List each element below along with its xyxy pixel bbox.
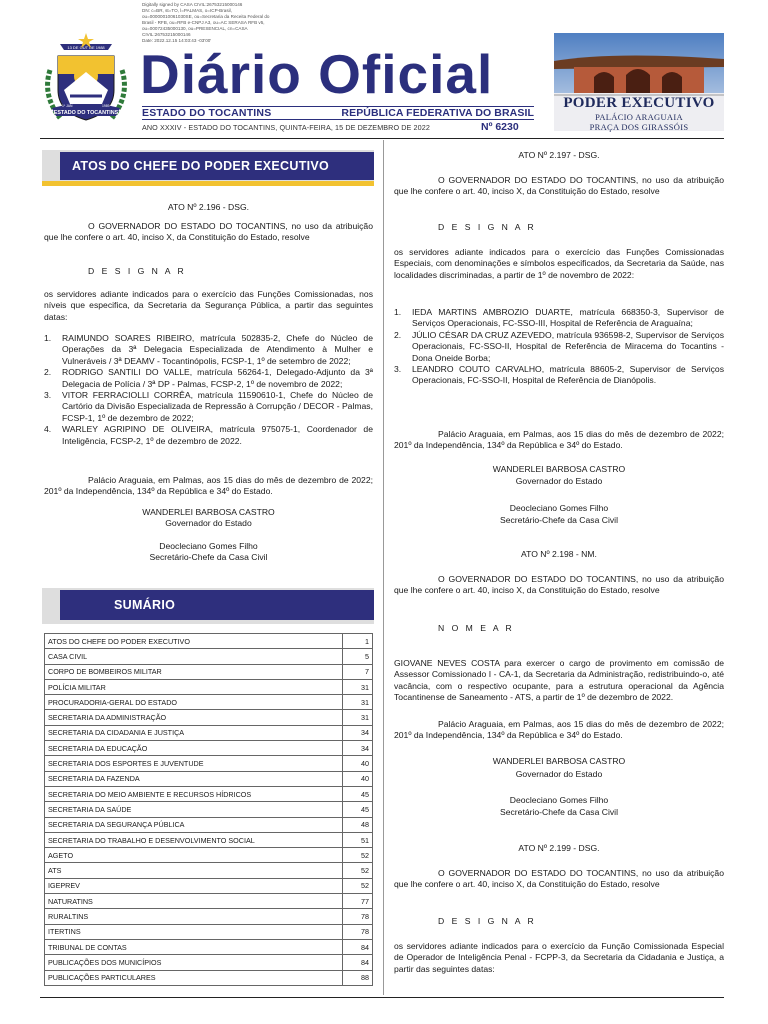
summary-section: ITERTINS	[45, 924, 343, 939]
summary-page: 45	[343, 802, 373, 817]
governor-name: WANDERLEI BARBOSA CASTRO	[492, 464, 626, 474]
summary-page: 84	[343, 955, 373, 970]
list-item-text: IEDA MARTINS AMBROZIO DUARTE, matrícula 668350-3, Supervisor de Serviços Operacionais, FC-SSO-III, Hospital de Referência de Araguaína;	[412, 307, 724, 329]
summary-page: 78	[343, 924, 373, 939]
header-state: ESTADO DO TOCANTINS	[142, 107, 272, 119]
summary-section: ATOS DO CHEFE DO PODER EXECUTIVO	[45, 634, 343, 649]
ato-verb: D E S I G N A R	[438, 916, 537, 926]
summary-row	[45, 955, 373, 970]
summary-section: TRIBUNAL DE CONTAS	[45, 939, 343, 954]
summary-row	[45, 771, 373, 786]
designation-list	[394, 307, 724, 387]
list-item: 3. VITOR FERRACIOLLI CORRÊA, matrícula 11590610-1, Chefe do Núcleo de Cartório da Divisão Especializada de Repressão à Corrupção / DECOR - Palmas, FCSP-1, 1º de dezembro de 2022;	[44, 390, 373, 423]
section-banner-atos	[42, 150, 374, 188]
signature-line: CIVIL:26753215000146	[142, 32, 191, 37]
summary-section: PROCURADORIA-GERAL DO ESTADO	[45, 695, 343, 710]
summary-section: CORPO DE BOMBEIROS MILITAR	[45, 664, 343, 679]
publication-title: Diário Oficial	[140, 43, 494, 105]
summary-page: 78	[343, 909, 373, 924]
summary-page: 31	[343, 710, 373, 725]
governor-name: WANDERLEI BARBOSA CASTRO	[492, 756, 626, 766]
state-coat-of-arms	[40, 30, 132, 130]
summary-page: 52	[343, 878, 373, 893]
list-item-text: VITOR FERRACIOLLI CORRÊA, matrícula 11590610-1, Chefe do Núcleo de Cartório da Divisão Especializada de Repressão à Corrupção / DECOR - Palmas, FCSP-1, 1º de dezembro de 2022;	[62, 390, 373, 423]
edition-line: ANO XXXIV - ESTADO DO TOCANTINS, QUINTA-FEIRA, 15 DE DEZEMBRO DE 2022	[142, 123, 430, 132]
summary-row	[45, 725, 373, 740]
list-item: 2. RODRIGO SANTILI DO VALLE, matrícula 56264-1, Delegado-Adjunto da 3ª Delegacia de Polícia / 3ª DP - Palmas, FCSP-2, 1º de novembro de 2022;	[44, 367, 373, 389]
summary-section: ATS	[45, 863, 343, 878]
summary-section: POLÍCIA MILITAR	[45, 679, 343, 694]
summary-page: 31	[343, 679, 373, 694]
summary-row	[45, 741, 373, 756]
ato-intro: O GOVERNADOR DO ESTADO DO TOCANTINS, no uso da atribuição que lhe confere o art. 40, inciso X, da Constituição do Estado, resolve	[394, 574, 724, 596]
summary-section: SECRETARIA DA FAZENDA	[45, 771, 343, 786]
list-item-text: JÚLIO CÉSAR DA CRUZ AZEVEDO, matrícula 936598-2, Supervisor de Serviços Operacionais, FC-SSO-II, Hospital de Referência de Miracema do Tocantins - Dona Oneide Borba;	[412, 329, 724, 363]
svg-text:1º JAN: 1º JAN	[62, 104, 73, 108]
summary-page: 40	[343, 756, 373, 771]
summary-row	[45, 832, 373, 847]
signature-line: ou=00072435000130, ou=PRESENCIAL, cn=CASA	[142, 26, 248, 31]
summary-section: RURALTINS	[45, 909, 343, 924]
summary-page: 1	[343, 634, 373, 649]
ato-verb: N O M E A R	[438, 623, 515, 633]
ato-intro: O GOVERNADOR DO ESTADO DO TOCANTINS, no uso da atribuição que lhe confere o art. 40, inciso X, da Constituição do Estado, resolve	[44, 221, 373, 243]
svg-text:ESTADO DO TOCANTINS: ESTADO DO TOCANTINS	[53, 110, 119, 116]
summary-page: 34	[343, 725, 373, 740]
palace-statement: Palácio Araguaia, em Palmas, aos 15 dias do mês de dezembro de 2022; 201º da Independência, 134º da República e 34º do Estado.	[394, 429, 724, 451]
signature-line: ou=00000010061030SE, ou=Secretaria da Receita Federal do	[142, 14, 270, 19]
list-item: 2. JÚLIO CÉSAR DA CRUZ AZEVEDO, matrícula 936598-2, Supervisor de Serviços Operacionais, FC-SSO-II, Hospital de Referência de Miracema do Tocantins - Dona Oneide Borba;	[394, 329, 724, 363]
summary-section: SECRETARIA DA CIDADANIA E JUSTIÇA	[45, 725, 343, 740]
summary-row	[45, 909, 373, 924]
signature-line: DN: c=BR, st=TO, l=PALMAS, o=ICP-Brasil,	[142, 8, 232, 13]
summary-row	[45, 695, 373, 710]
ato-intro: O GOVERNADOR DO ESTADO DO TOCANTINS, no uso da atribuição que lhe confere o art. 40, inciso X, da Constituição do Estado, resolve	[394, 175, 724, 197]
list-item-text: LEANDRO COUTO CARVALHO, matrícula 88605-2, Supervisor de Serviços Operacionais, FC-SSO-II, Hospital de Referência de Dianópolis.	[412, 364, 724, 386]
summary-section: SECRETARIA DA SEGURANÇA PÚBLICA	[45, 817, 343, 832]
banner-title: ATOS DO CHEFE DO PODER EXECUTIVO	[60, 152, 374, 180]
summary-page: 48	[343, 817, 373, 832]
banner-title: SUMÁRIO	[60, 590, 374, 620]
summary-section: AGETO	[45, 848, 343, 863]
summary-section: SECRETARIA DO MEIO AMBIENTE E RECURSOS HÍDRICOS	[45, 786, 343, 801]
summary-section: SECRETARIA DO TRABALHO E DESENVOLVIMENTO SOCIAL	[45, 832, 343, 847]
summary-section: NATURATINS	[45, 894, 343, 909]
summary-page: 34	[343, 741, 373, 756]
summary-page: 84	[343, 939, 373, 954]
summary-section: CASA CIVIL	[45, 649, 343, 664]
summary-row	[45, 710, 373, 725]
summary-row	[45, 924, 373, 939]
summary-row	[45, 878, 373, 893]
summary-row	[45, 756, 373, 771]
governor-title: Governador do Estado	[515, 769, 603, 779]
summary-section: PUBLICAÇÕES PARTICULARES	[45, 970, 343, 985]
governor-title: Governador do Estado	[515, 476, 603, 486]
summary-page: 77	[343, 894, 373, 909]
secretary-name: Deocleciano Gomes Filho	[509, 795, 609, 805]
header-republic: REPÚBLICA FEDERATIVA DO BRASIL	[341, 107, 534, 119]
banner-accent	[42, 181, 374, 186]
ato-body: GIOVANE NEVES COSTA para exercer o cargo de provimento em comissão de Assessor Comissionado I - CA-1, da Secretaria da Administração, redistribuindo-o, até vacância, com o respectivo ocupante, para a estrutura operacional da Agência Tocantinense de Saneamento - ATS, a partir de 1º de dezembro de 2022.	[394, 658, 724, 703]
summary-row	[45, 664, 373, 679]
poder-executivo-label: PODER EXECUTIVO	[563, 95, 715, 111]
digital-signature	[142, 2, 292, 44]
header-divider	[40, 138, 724, 139]
secretary-title: Secretário-Chefe da Casa Civil	[500, 515, 618, 525]
summary-section: SECRETARIA DA SAÚDE	[45, 802, 343, 817]
svg-text:1989: 1989	[102, 104, 110, 108]
secretary-name: Deocleciano Gomes Filho	[509, 503, 609, 513]
summary-page: 45	[343, 786, 373, 801]
summary-row	[45, 970, 373, 985]
ato-body: os servidores adiante indicados para o exercício da Função Comissionada Especial de Operador de Inteligência Penal - FCPP-3, da Secretaria da Cidadania e Justiça, a partir das seguintes datas:	[394, 941, 724, 974]
ato-title: ATO Nº 2.197 - DSG.	[518, 150, 600, 160]
signature-line: Brasil - RFB, ou=RFB e-CNPJ A3, ou=AC SERASA RFB v5,	[142, 20, 265, 25]
palace-name: PALÁCIO ARAGUAIA	[595, 112, 683, 122]
ato-intro: O GOVERNADOR DO ESTADO DO TOCANTINS, no uso da atribuição que lhe confere o art. 40, inciso X, da Constituição do Estado, resolve	[394, 868, 724, 890]
ato-verb: D E S I G N A R	[88, 266, 187, 276]
ato-body: os servidores adiante indicados para o exercício das Funções Comissionadas Especiais, com denominações e símbolos especificados, da Secretaria da Saúde, nas localidades discriminadas, a partir de 1º de novembro de 2022:	[394, 247, 724, 280]
summary-section: IGEPREV	[45, 878, 343, 893]
summary-row	[45, 817, 373, 832]
list-item: 4. WARLEY AGRIPINO DE OLIVEIRA, matrícula 975075-1, Coordenador de Inteligência, FCSP-2, 1º de dezembro de 2022.	[44, 424, 373, 446]
governor-name: WANDERLEI BARBOSA CASTRO	[142, 507, 275, 517]
section-banner-sumario	[42, 588, 374, 626]
signature-line: Digitally signed by CASA CIVIL:26753215000146	[142, 2, 243, 7]
ato-title: ATO Nº 2.199 - DSG.	[518, 843, 600, 853]
list-item: 1. IEDA MARTINS AMBROZIO DUARTE, matrícula 668350-3, Supervisor de Serviços Operacionais, FC-SSO-III, Hospital de Referência de Araguaína;	[394, 307, 724, 329]
governor-title: Governador do Estado	[165, 518, 252, 528]
ato-verb: D E S I G N A R	[438, 222, 537, 232]
summary-page: 52	[343, 863, 373, 878]
summary-row	[45, 786, 373, 801]
secretary-title: Secretário-Chefe da Casa Civil	[500, 807, 618, 817]
summary-table	[44, 633, 373, 986]
column-divider	[383, 140, 384, 995]
summary-row	[45, 848, 373, 863]
palace-square: PRAÇA DOS GIRASSÓIS	[589, 122, 689, 132]
summary-row	[45, 649, 373, 664]
summary-row	[45, 634, 373, 649]
summary-page: 51	[343, 832, 373, 847]
summary-row	[45, 863, 373, 878]
summary-row	[45, 679, 373, 694]
summary-row	[45, 939, 373, 954]
summary-section: PUBLICAÇÕES DOS MUNICÍPIOS	[45, 955, 343, 970]
list-item-text: WARLEY AGRIPINO DE OLIVEIRA, matrícula 975075-1, Coordenador de Inteligência, FCSP-2, 1º de dezembro de 2022.	[62, 424, 373, 446]
summary-page: 52	[343, 848, 373, 863]
secretary-name: Deocleciano Gomes Filho	[159, 541, 258, 551]
list-item-text: RAIMUNDO SOARES RIBEIRO, matrícula 502835-2, Chefe do Núcleo de Operações da 3ª Delegacia Especializada de Atendimento à Mulher e Vulneráveis / 3ª DEAMV - Tocantinópolis, FCSP-1, 1º de setembro de 2022;	[62, 333, 373, 366]
list-item: 3. LEANDRO COUTO CARVALHO, matrícula 88605-2, Supervisor de Serviços Operacionais, FC-SSO-II, Hospital de Referência de Dianópolis.	[394, 364, 724, 386]
ato-title: ATO Nº 2.198 - NM.	[521, 549, 597, 559]
edition-number: Nº 6230	[481, 121, 519, 133]
palace-statement: Palácio Araguaia, em Palmas, aos 15 dias do mês de dezembro de 2022; 201º da Independência, 134º da República e 34º do Estado.	[44, 475, 373, 497]
summary-section: SECRETARIA DA ADMINISTRAÇÃO	[45, 710, 343, 725]
svg-text:13 DE OUT DE 1988: 13 DE OUT DE 1988	[67, 45, 105, 50]
summary-page: 5	[343, 649, 373, 664]
summary-page: 88	[343, 970, 373, 985]
palace-statement: Palácio Araguaia, em Palmas, aos 15 dias do mês de dezembro de 2022; 201º da Independência, 134º da República e 34º do Estado.	[394, 719, 724, 741]
summary-row	[45, 894, 373, 909]
secretary-title: Secretário-Chefe da Casa Civil	[149, 552, 268, 562]
designation-list	[44, 333, 373, 447]
summary-section: SECRETARIA DA EDUCAÇÃO	[45, 741, 343, 756]
list-item: 1. RAIMUNDO SOARES RIBEIRO, matrícula 502835-2, Chefe do Núcleo de Operações da 3ª Delegacia Especializada de Atendimento à Mulher e Vulneráveis / 3ª DEAMV - Tocantinópolis, FCSP-1, 1º de setembro de 2022;	[44, 333, 373, 366]
header-rule	[142, 119, 534, 120]
ato-title: ATO Nº 2.196 - DSG.	[167, 202, 250, 212]
signature-line: Date: 2022.12.15 14:03:43 -03'00'	[142, 38, 212, 43]
summary-page: 40	[343, 771, 373, 786]
footer-divider	[40, 997, 724, 998]
list-item-text: RODRIGO SANTILI DO VALLE, matrícula 56264-1, Delegado-Adjunto da 3ª Delegacia de Polícia / 3ª DP - Palmas, FCSP-2, 1º de novembro de 2022;	[62, 367, 373, 389]
summary-page: 31	[343, 695, 373, 710]
ato-body: os servidores adiante indicados para o exercício das Funções Comissionadas, nos níveis que especifica, da Secretaria da Segurança Pública, a partir das seguintes datas:	[44, 289, 373, 322]
summary-section: SECRETARIA DOS ESPORTES E JUVENTUDE	[45, 756, 343, 771]
summary-page: 7	[343, 664, 373, 679]
summary-row	[45, 802, 373, 817]
